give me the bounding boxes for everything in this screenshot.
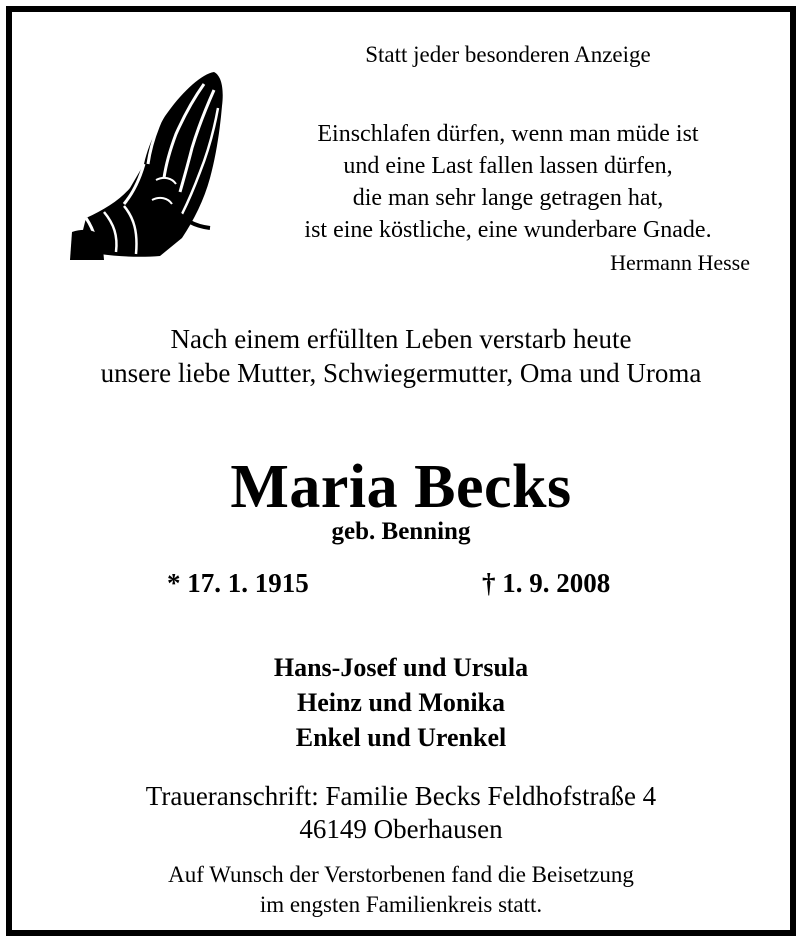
intro-text [12, 322, 790, 390]
header-text: Statt jeder besonderen Anzeige [365, 42, 651, 67]
death-date: † 1. 9. 2008 [482, 568, 611, 598]
address-line: 46149 Oberhausen [299, 814, 503, 844]
notice-header [248, 42, 768, 68]
deceased-name: Maria Becks [230, 453, 572, 521]
address-line: Traueranschrift: Familie Becks Feldhofstraße 4 [145, 781, 657, 811]
family-member: Heinz und Monika [296, 688, 506, 717]
mourning-address [12, 780, 790, 846]
poem-line: Einschlafen dürfen, wenn man müde ist [317, 121, 699, 147]
poem-quote [248, 118, 768, 246]
family-member: Hans-Josef und Ursula [273, 653, 529, 682]
closing-note [12, 860, 790, 920]
family-list [12, 650, 790, 755]
obituary-notice [6, 6, 796, 936]
birth-date: * 17. 1. 1915 [167, 568, 309, 598]
intro-line: unsere liebe Mutter, Schwiegermutter, Oma und Uroma [100, 358, 702, 388]
poem-line: und eine Last fallen lassen dürfen, [343, 153, 673, 179]
poem-line: die man sehr lange getragen hat, [352, 185, 664, 211]
praying-hands-icon [64, 60, 234, 270]
family-member: Enkel und Urenkel [295, 723, 507, 752]
poem-line: ist eine köstliche, eine wunderbare Gnade. [304, 217, 712, 243]
closing-line: im engsten Familienkreis statt. [259, 892, 543, 917]
deceased-birth-name: geb. Benning [331, 518, 471, 545]
closing-line: Auf Wunsch der Verstorbenen fand die Beisetzung [168, 862, 634, 887]
poem-author: Hermann Hesse [610, 250, 750, 275]
intro-line: Nach einem erfüllten Leben verstarb heute [170, 324, 632, 354]
